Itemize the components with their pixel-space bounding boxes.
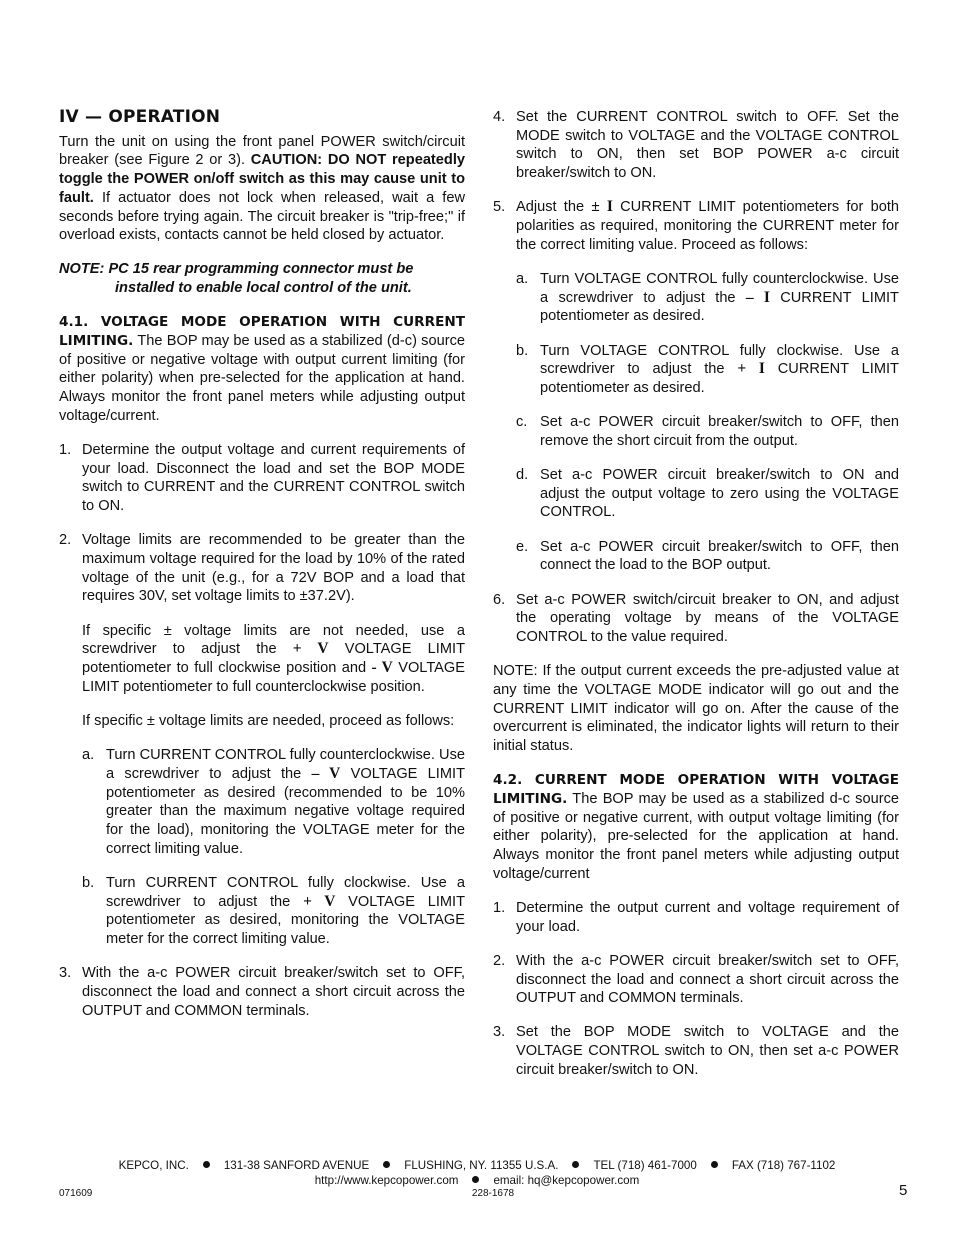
footer-company: KEPCO, INC.	[118, 1159, 189, 1172]
bullet-icon	[572, 1161, 579, 1168]
list-item	[493, 198, 899, 575]
item-text: Determine the output current and voltage requirement of your load.	[516, 899, 899, 935]
sub-item	[516, 270, 899, 326]
sub-item	[82, 874, 465, 949]
text-run: CURRENT LIMIT potentiometers for both polarities as required, monitoring the CURRENT meter for the correct limiting value. Proceed as follows:	[516, 199, 899, 253]
sub-item	[516, 413, 899, 450]
left-column	[59, 108, 465, 1036]
footer-email-link[interactable]: email: hq@kepcopower.com	[493, 1174, 640, 1187]
text-run: VOLTAGE LIMIT potentiometer to full counterclockwise position.	[82, 660, 465, 695]
item-text: Determine the output voltage and current requirements of your load. Disconnect the load and set the BOP MODE switch to CURRENT and the CURRENT CONTROL switch to ON.	[82, 442, 465, 515]
minus-v-symbol: – V	[311, 764, 341, 782]
sub-item-letter: c.	[516, 414, 528, 431]
footer-website-link[interactable]: http://www.kepcopower.com	[314, 1174, 459, 1187]
item-text	[82, 622, 465, 697]
list-item	[493, 899, 899, 936]
item-number: 2.	[59, 532, 72, 549]
sub-item-letter: e.	[516, 538, 529, 555]
bullet-icon	[472, 1176, 479, 1183]
intro-paragraph	[59, 133, 465, 245]
footer-contact-line	[0, 1158, 954, 1173]
item-number: 4.	[493, 109, 506, 125]
item-text: Set a-c POWER switch/circuit breaker to ON, and adjust the operating voltage by means of the VOLTAGE CONTROL to the value required.	[516, 591, 899, 645]
list-item	[59, 531, 465, 948]
note-line-2: installed to enable local control of the unit.	[115, 280, 412, 297]
text-run: Turn CURRENT CONTROL fully clockwise. Use a screwdriver to adjust the	[106, 874, 465, 910]
note-overcurrent: NOTE: If the output current exceeds the pre-adjusted value at any time the VOLTAGE MODE indicator will go out and the CURRENT LIMIT indicator will go on. After the cause of the overcurrent is eliminated, the indicator lights will return to their initial status.	[493, 663, 899, 754]
minus-v-symbol: - V	[371, 659, 393, 677]
sub-item-letter: a.	[82, 747, 95, 764]
sub-item-text: Set a-c POWER circuit breaker/switch to OFF, then remove the short circuit from the output.	[540, 414, 899, 449]
bullet-icon	[383, 1161, 390, 1168]
item-text: With the a-c POWER circuit breaker/switch set to OFF, disconnect the load and connect a short circuit across the OUTPUT and COMMON terminals.	[82, 965, 465, 1019]
text-run: Turn VOLTAGE CONTROL fully counterclockwise. Use a screwdriver to adjust the	[540, 270, 899, 306]
sub-item-text: Set a-c POWER circuit breaker/switch to ON and adjust the output voltage to zero using the VOLTAGE CONTROL.	[540, 467, 899, 521]
sub-item-letter: d.	[516, 467, 529, 484]
text-run: If specific ± voltage limits are not needed, use a screwdriver to adjust the	[82, 622, 465, 658]
footer-tel: TEL (718) 461-7000	[593, 1159, 697, 1172]
sub-item	[516, 538, 899, 575]
item-text: With the a-c POWER circuit breaker/switch set to OFF, disconnect the load and connect a short circuit across the OUTPUT and COMMON terminals.	[516, 952, 899, 1007]
footer-address: 131-38 SANFORD AVENUE	[223, 1159, 370, 1172]
footer-date-code: 071609	[59, 1188, 93, 1199]
list-item	[493, 591, 899, 647]
caution-text: CAUTION: DO NOT repeatedly toggle the POWER on/off switch as this may cause unit to fault.	[59, 152, 465, 206]
text-run: Turn CURRENT CONTROL fully counterclockwise. Use a screwdriver to adjust the	[106, 747, 465, 782]
text-run: VOLTAGE LIMIT potentiometer to full clockwise position and	[82, 641, 465, 677]
plus-i-symbol: + I	[737, 360, 765, 378]
plus-v-symbol: + V	[292, 640, 329, 658]
footer-city: FLUSHING, NY. 11355 U.S.A.	[404, 1159, 559, 1172]
item-number: 5.	[493, 199, 506, 216]
sub-item-letter: a.	[516, 270, 529, 287]
footer-fax: FAX (718) 767-1102	[731, 1159, 836, 1172]
sub-item-text	[540, 342, 899, 398]
section-4-1-text: The BOP may be used as a stabilized (d-c) source of positive or negative voltage with output current limiting (for either polarity) when pre-selected for the application at hand. Always monitor the front panel meters while adjusting output voltage/current.	[59, 333, 465, 424]
page-footer	[0, 1158, 954, 1188]
text-run: Adjust the	[516, 199, 592, 216]
sub-item-text	[540, 270, 899, 326]
intro-text: Turn the unit on using the front panel POWER switch/circuit breaker (see Figure 2 or 3).	[59, 133, 465, 169]
sub-item	[516, 466, 899, 522]
item-text	[516, 198, 899, 254]
sub-item-text: Set a-c POWER circuit breaker/switch to OFF, then connect the load to the BOP output.	[540, 538, 899, 574]
bullet-icon	[203, 1161, 210, 1168]
sub-item-letter: b.	[82, 874, 95, 891]
bullet-icon	[711, 1161, 718, 1168]
minus-i-symbol: – I	[745, 288, 770, 306]
footer-web-line	[0, 1173, 954, 1188]
section-4-1-heading: 4.1. VOLTAGE MODE OPERATION WITH CURRENT LIMITING.	[59, 314, 465, 350]
text-run: Turn VOLTAGE CONTROL fully clockwise. Use a screwdriver to adjust the	[540, 342, 899, 378]
text-run: VOLTAGE LIMIT potentiometer as desired (recommended to be 10% greater than the maximum negative voltage required for the load), monitoring the VOLTAGE meter for the correct limiting value.	[106, 765, 465, 857]
plus-minus-i-symbol: ± I	[591, 198, 613, 216]
list-item	[59, 964, 465, 1020]
section-4-1-paragraph	[59, 313, 465, 425]
footer-doc-number: 228-1678	[471, 1188, 515, 1199]
plus-v-symbol: + V	[303, 892, 336, 910]
section-4-2-paragraph	[493, 771, 899, 883]
sub-item-text	[106, 746, 465, 858]
item-number: 1.	[493, 899, 506, 916]
item-number: 3.	[59, 965, 72, 982]
text-run: VOLTAGE LIMIT potentiometer as desired, monitoring the VOLTAGE meter for the correct limiting value.	[106, 893, 465, 948]
item-text: Voltage limits are recommended to be greater than the maximum voltage required for the load by 10% of the rated voltage of the unit (e.g., for a 72V BOP and a load that requires 30V, set voltage limits to ±37.2V).	[82, 532, 465, 605]
list-item	[493, 952, 899, 1008]
right-column	[493, 108, 899, 1095]
sub-item-text	[106, 874, 465, 949]
section-title: IV — OPERATION	[59, 107, 221, 127]
page-number: 5	[899, 1182, 908, 1199]
sub-item	[516, 342, 899, 398]
item-number: 3.	[493, 1024, 506, 1041]
note-line-1: NOTE: PC 15 rear programming connector must be	[59, 261, 414, 278]
item-text: Set the CURRENT CONTROL switch to OFF. Set the MODE switch to VOLTAGE and the VOLTAGE CONTROL switch to ON, then set BOP POWER a-c circuit breaker/switch to ON.	[516, 109, 899, 182]
section-4-2-heading: 4.2. CURRENT MODE OPERATION WITH VOLTAGE LIMITING.	[493, 772, 899, 807]
item-number: 2.	[493, 952, 506, 969]
note-programming-connector	[59, 260, 465, 297]
item-number: 1.	[59, 442, 72, 459]
intro-text-cont: If actuator does not lock when released, wait a few seconds before trying again. The circuit breaker is "trip-free;" if overload exists, contacts cannot be held closed by actuator.	[59, 189, 465, 244]
list-item	[493, 1023, 899, 1079]
list-item	[493, 108, 899, 183]
item-number: 6.	[493, 591, 506, 608]
list-item	[59, 441, 465, 516]
sub-item	[82, 746, 465, 858]
text-run: CURRENT LIMIT potentiometer as desired.	[540, 361, 899, 396]
sub-item-letter: b.	[516, 342, 529, 359]
text-run: CURRENT LIMIT potentiometer as desired.	[540, 289, 899, 325]
item-text: If specific ± voltage limits are needed, proceed as follows:	[82, 712, 455, 729]
section-4-2-text: The BOP may be used as a stabilized d-c source of positive or negative current, with output voltage limiting (for either polarity), pre-selected for the application at hand. Always monitor the front panel meters while adjusting output voltage/current	[493, 790, 899, 882]
item-text: Set the BOP MODE switch to VOLTAGE and the VOLTAGE CONTROL switch to ON, then set a-c POWER circuit breaker/switch to ON.	[516, 1024, 899, 1078]
